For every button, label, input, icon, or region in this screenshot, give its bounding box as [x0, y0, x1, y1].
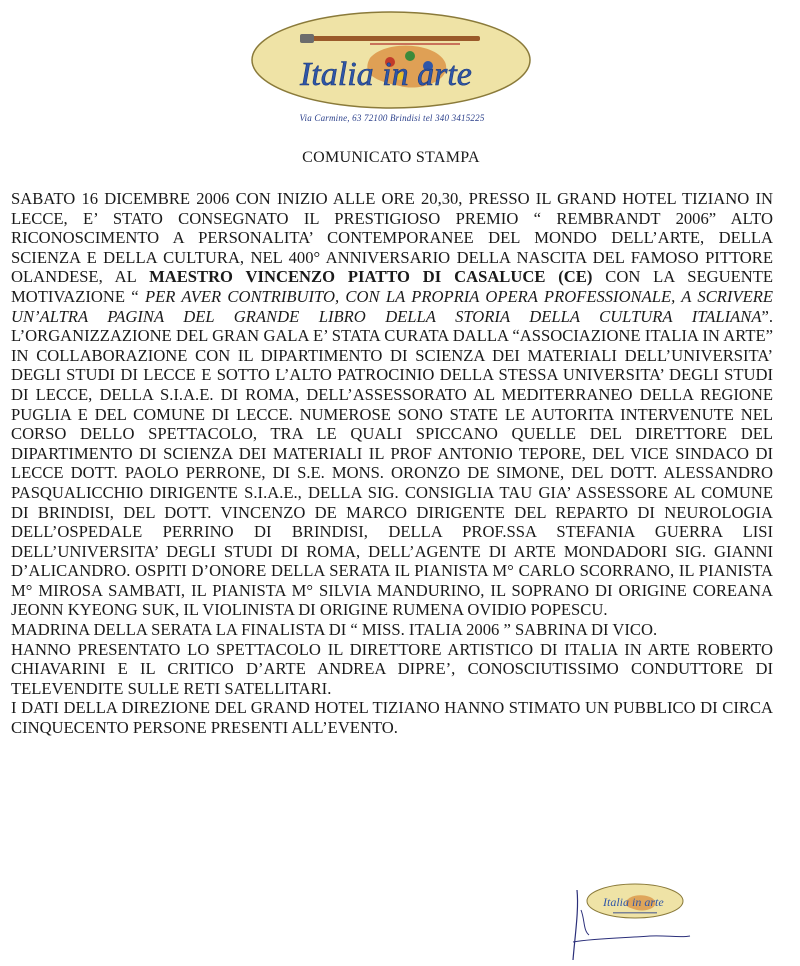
svg-text:Italia in arte: Italia in arte [603, 895, 664, 909]
paragraph-main-part-3: ”. L’ORGANIZZAZIONE DEL GRAN GALA E’ STATA CURATA DALLA “ASSOCIAZIONE ITALIA IN ARTE” IN COLLABORAZIONE CON IL DIPARTIMENTO DI SCIENZA DEI MATERIALI DELL’UNIVERSITA’ DEGLI STUDI DI LECCE E SOTTO L’ALTO PATROCINIO DELLA STESSA UNIVERSITA’ DEGLI STUDI DI LECCE, DELLA S.I.A.E. DI ROMA, DELL’ASSESSORATO AL MEDITERRANEO DELLA REGIONE PUGLIA E DEL COMUNE DI LECCE. NUMEROSE SONO STATE LE AUTORITA INTERVENUTE NEL CORSO DELLO SPETTACOLO, TRA LE QUALI SPICCANO QUELLE DEL DIRETTORE DEL DIPARTIMENTO DI SCIENZA DEI MATERIALI IL PROF ANTONIO TEPORE, DEL VICE SINDACO DI LECCE DOTT. PAOLO PERRONE, DI S.E. MONS. ORONZO DE SIMONE, DEL DOTT. ALESSANDRO PASQUALICCHIO DIRIGENTE S.I.A.E., DELLA SIG. CONSIGLIA TAU GIA’ ASSESSORE AL COMUNE DI BRINDISI, DEL DOTT. VINCENZO DE MARCO DIRIGENTE DEL REPARTO DI NEUROLOGIA DELL’OSPEDALE PERRINO DI BRINDISI, DELLA PROF.SSA STEFANIA GUERRA LISI DELL’UNIVERSITA’ DEGLI STUDI DI ROMA, DELL’AGENTE DI ARTE MONDADORI SIG. GIANNI D’ALICANDRO. OSPITI D’ONORE DELLA SERATA IL PIANISTA M° CARLO SCORRANO, IL PIANISTA M° MIROSA SAMBATI, IL PIANISTA M° SILVIA MANDURINO, IL SOPRANO DI ORIGINE COREANA JEONN KYEONG SUK, IL VIOLINISTA DI ORIGINE RUMENA OVIDIO POPESCU. [11, 306, 773, 620]
header-address: Via Carmine, 63 72100 Brindisi tel 340 3415225 [299, 113, 485, 123]
italia-in-arte-logo [250, 10, 532, 110]
paragraph-main [11, 189, 773, 620]
svg-text:Italia in arte: Italia in arte [300, 56, 472, 93]
document-title: COMUNICATO STAMPA [302, 149, 480, 166]
logo-graphic [250, 10, 532, 110]
press-release-body [11, 189, 773, 738]
paragraph-attendance: I DATI DELLA DIREZIONE DEL GRAND HOTEL TIZIANO HANNO STIMATO UN PUBBLICO DI CIRCA CINQUECENTO PERSONE PRESENTI ALL’EVENTO. [11, 698, 773, 738]
association-stamp [585, 882, 685, 920]
paragraph-presenters: HANNO PRESENTATO LO SPETTACOLO IL DIRETTORE ARTISTICO DI ITALIA IN ARTE ROBERTO CHIAVARINI E IL CRITICO D’ARTE ANDREA DIPRE’, CONOSCIUTISSIMO CONDUTTORE DI TELEVENDITE SULLE RETI SATELLITARI. [11, 639, 773, 698]
paragraph-main-part-1: SABATO 16 DICEMBRE 2006 CON INIZIO ALLE ORE 20,30, PRESSO IL GRAND HOTEL TIZIANO IN LECCE, E’ STATO CONSEGNATO IL PRESTIGIOSO PREMIO “ REMBRANDT 2006” ALTO RICONOSCIMENTO A PERSONALITA’ CONTEMPORANEE DEL MONDO DELL’ARTE, DELLA SCIENZA E DELLA CULTURA, NEL 400° ANNIVERSARIO DELLA NASCITA DEL FAMOSO PITTORE OLANDESE, AL [11, 189, 773, 287]
paragraph-madrina: MADRINA DELLA SERATA LA FINALISTA DI “ MISS. ITALIA 2006 ” SABRINA DI VICO. [11, 620, 658, 640]
award-motivation: PER AVER CONTRIBUITO, CON LA PROPRIA OPERA PROFESSIONALE, A SCRIVERE UN’ALTRA PAGINA DEL GRANDE LIBRO DELLA STORIA DELLA CULTURA ITALIANA [11, 286, 773, 326]
honoree-name: MAESTRO VINCENZO PIATTO DI CASALUCE (CE) [149, 267, 593, 287]
paragraph-main-part-2: CON LA SEGUENTE MOTIVAZIONE “ [11, 267, 773, 306]
